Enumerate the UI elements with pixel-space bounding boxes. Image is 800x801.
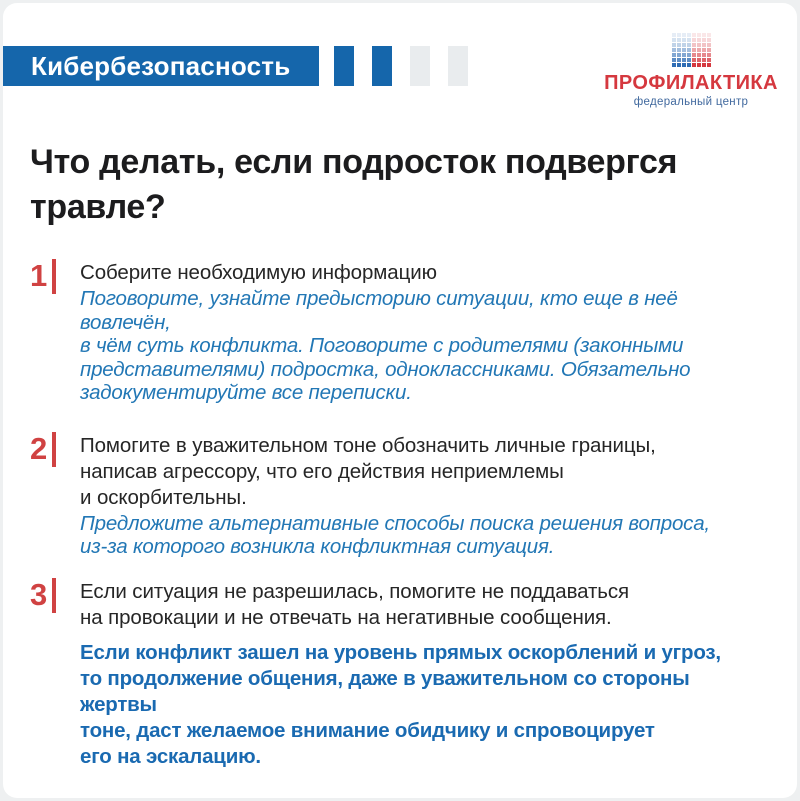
- page-title: Что делать, если подросток подвергся травле?: [30, 143, 678, 226]
- step-3-heading: Если ситуация не разрешилась, помогите не поддаваться на провокации и не отвечать на негативные сообщения.: [80, 579, 630, 629]
- step-2-detail: Предложите альтернативные способы поиска решения вопроса, из-за которого возникла конфликтная ситуация.: [80, 511, 710, 558]
- profilaktika-logo: [601, 33, 781, 108]
- banner-square: [372, 46, 392, 86]
- step-1-text: [80, 260, 770, 405]
- step-item-2: [30, 430, 770, 559]
- logo-pixel-grid-icon: [672, 33, 711, 67]
- step-3-number: 3: [30, 580, 56, 615]
- content: [3, 140, 797, 770]
- step-3-detail: Если конфликт зашел на уровень прямых оскорблений и угроз, то продолжение общения, даже в уважительном со стороны жертвы тоне, даст желаемое внимание обидчику и спровоцирует его на эскалацию.: [80, 640, 721, 768]
- step-2-number: 2: [30, 434, 56, 469]
- banner-square: [448, 46, 468, 86]
- topic-banner: [3, 46, 319, 86]
- step-1-number: 1: [30, 261, 56, 296]
- step-3-number-column: [30, 576, 80, 770]
- banner-square: [410, 46, 430, 86]
- logo-subtitle: федеральный центр: [633, 96, 749, 108]
- step-2-heading: Помогите в уважительном тоне обозначить личные границы, написав агрессору, что его действия неприемлемы и оскорбительны.: [80, 433, 656, 509]
- infographic-card: [3, 3, 797, 798]
- banner-decoration-squares: [334, 46, 468, 86]
- header: [3, 46, 797, 108]
- topic-banner-label: Кибербезопасность: [31, 50, 291, 81]
- step-1-number-column: [30, 260, 80, 405]
- step-item-1: [30, 260, 770, 405]
- step-item-3: [30, 576, 770, 770]
- step-2-number-column: [30, 430, 80, 559]
- logo-title: ПРОФИЛАКТИКА: [604, 72, 778, 94]
- step-2-text: [80, 433, 770, 559]
- step-3-text: [80, 579, 770, 770]
- step-1-heading: Соберите необходимую информацию: [80, 261, 437, 284]
- step-1-detail: Поговорите, узнайте предысторию ситуации, кто еще в неё вовлечён, в чём суть конфликта. Поговорите с родителями (законными представителями) подростка, одноклассниками. Обязательно задокументируйте все переписки.: [80, 287, 691, 404]
- banner-square: [334, 46, 354, 86]
